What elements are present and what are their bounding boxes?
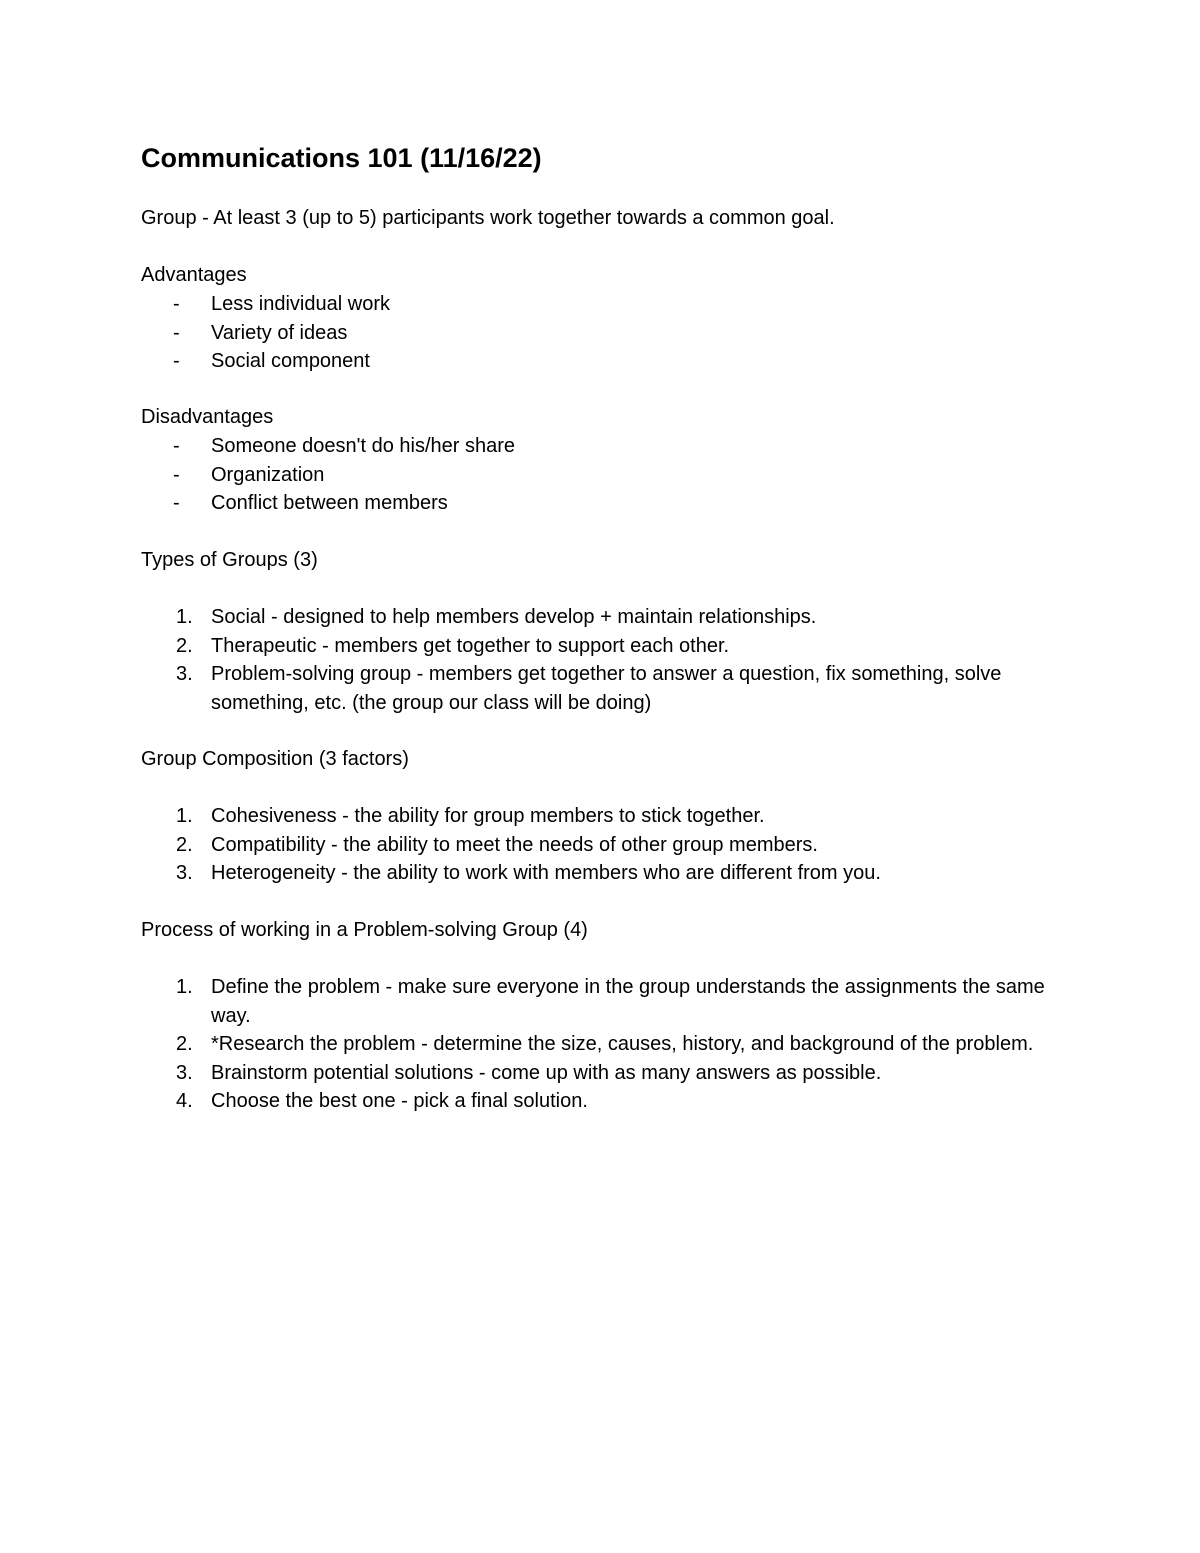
document-title: Communications 101 (11/16/22) xyxy=(141,143,542,173)
list-item: - Conflict between members xyxy=(141,489,1071,518)
list-item: 3. Heterogeneity - the ability to work with members who are different from you. xyxy=(141,859,1071,888)
list-item: 1. Define the problem - make sure everyone in the group understands the assignments the same way. xyxy=(141,973,1071,1030)
disadvantages-heading: Disadvantages xyxy=(141,406,274,428)
advantages-list xyxy=(141,290,1071,376)
number-marker: 1. xyxy=(176,606,193,628)
list-item: 1. Social - designed to help members develop + maintain relationships. xyxy=(141,603,1071,632)
process-list xyxy=(141,973,1071,1116)
list-item: 4. Choose the best one - pick a final solution. xyxy=(141,1087,1071,1116)
number-marker: 2. xyxy=(176,634,193,657)
list-item: 2. *Research the problem - determine the size, causes, history, and background of the problem. xyxy=(141,1030,1071,1059)
list-item: 3. Brainstorm potential solutions - come up with as many answers as possible. xyxy=(141,1059,1071,1088)
list-item: 3. Problem-solving group - members get together to answer a question, fix something, solve something, etc. (the group our class will be doing) xyxy=(141,660,1071,717)
advantages-heading: Advantages xyxy=(141,264,247,286)
process-heading: Process of working in a Problem-solving Group (4) xyxy=(141,919,588,941)
bullet-marker: - xyxy=(173,492,180,514)
disadvantages-list xyxy=(141,432,1071,518)
types-of-groups-list xyxy=(141,603,1071,717)
list-item: 2. Compatibility - the ability to meet the needs of other group members. xyxy=(141,831,1071,860)
bullet-marker: - xyxy=(173,435,180,457)
number-marker: 3. xyxy=(176,862,193,884)
bullet-marker: - xyxy=(173,350,180,372)
list-item: - Someone doesn't do his/her share xyxy=(141,432,1071,461)
number-marker: 2. xyxy=(176,1033,193,1055)
number-marker: 3. xyxy=(176,1061,193,1084)
list-item: 1. Cohesiveness - the ability for group members to stick together. xyxy=(141,802,1071,831)
bullet-marker: - xyxy=(173,293,180,315)
bullet-marker: - xyxy=(173,321,180,344)
list-item: - Organization xyxy=(141,461,1071,490)
group-composition-heading: Group Composition (3 factors) xyxy=(141,748,409,770)
number-marker: 1. xyxy=(176,976,193,998)
list-item: - Less individual work xyxy=(141,290,1071,319)
number-marker: 3. xyxy=(176,663,193,685)
group-composition-list xyxy=(141,802,1071,888)
list-item: - Social component xyxy=(141,347,1071,376)
number-marker: 4. xyxy=(176,1090,193,1112)
number-marker: 2. xyxy=(176,833,193,856)
types-of-groups-heading: Types of Groups (3) xyxy=(141,549,318,571)
list-item: - Variety of ideas xyxy=(141,319,1071,348)
list-item: 2. Therapeutic - members get together to support each other. xyxy=(141,632,1071,661)
group-definition: Group - At least 3 (up to 5) participants work together towards a common goal. xyxy=(141,207,835,229)
bullet-marker: - xyxy=(173,463,180,486)
number-marker: 1. xyxy=(176,805,193,827)
